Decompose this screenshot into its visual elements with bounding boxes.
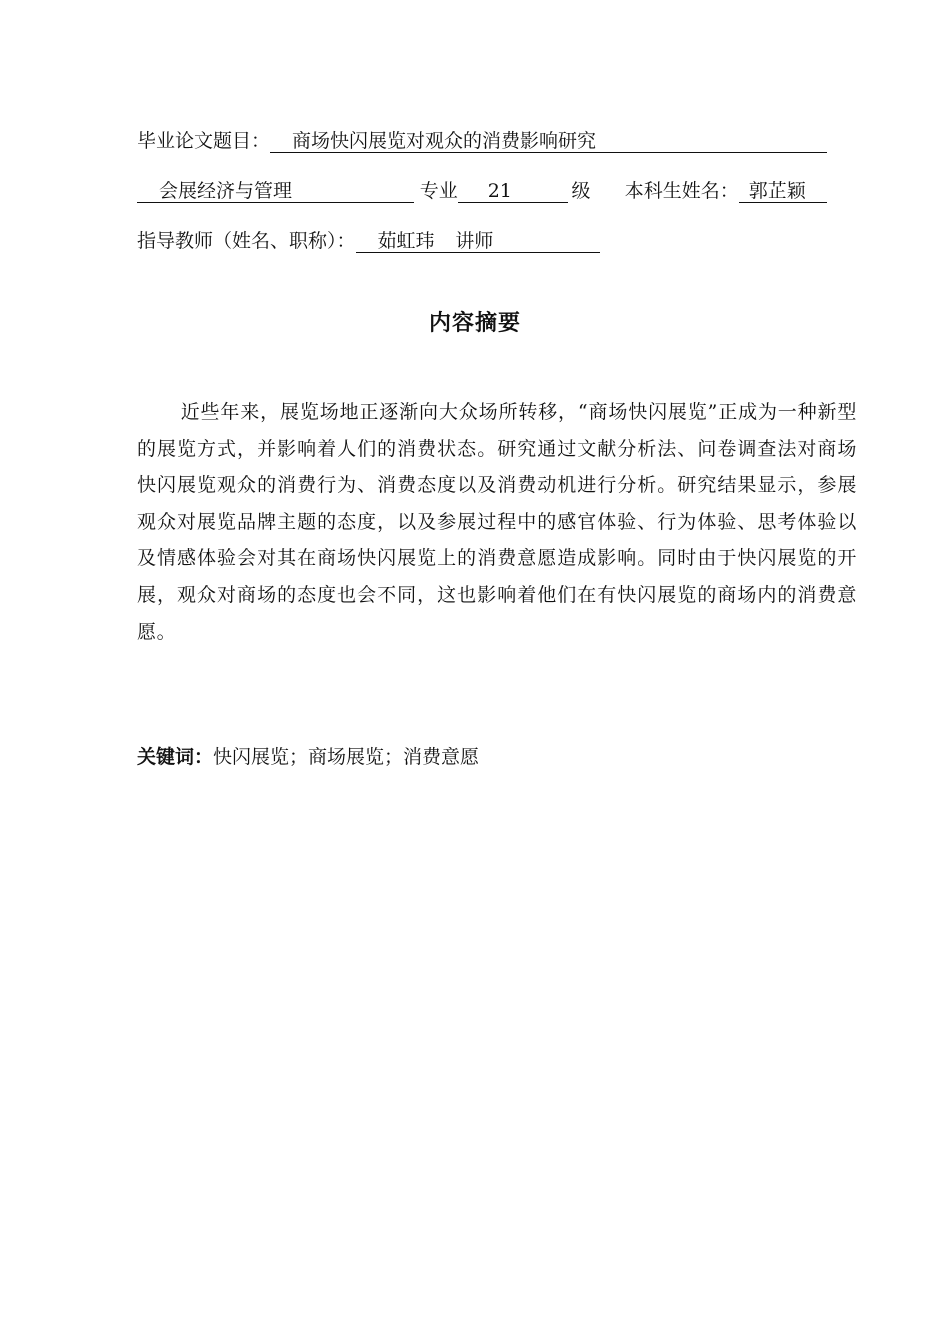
student-name-field [739,178,827,203]
advisor-title: 讲师 [455,230,494,252]
abstract-body: 近些年来，展览场地正逐渐向大众场所转移，“商场快闪展览”正成为一种新型的展览方式，并影响着人们的消费状态。研究通过文献分析法、问卷调查法对商场快闪展览观众的消费行为、消费态度以及消费动机进行分析。研究结果显示，参展观众对展览品牌主题的态度，以及参展过程中的感官体验、行为体验、思考体验以及情感体验会对其在商场快闪展览上的消费意愿造成影响。同时由于快闪展览的开展，观众对商场的态度也会不同，这也影响着他们在有快闪展览的商场内的消费意愿。 [137,401,857,643]
abstract-heading: 内容摘要 [428,311,521,336]
advisor-line [137,228,600,254]
thesis-title-field [270,128,827,153]
keywords-items: 快闪展览；商场展览；消费意愿 [213,746,480,768]
thesis-title-line [137,128,827,154]
grade: 21 [487,180,512,202]
student-name-label: 本科生姓名： [624,180,739,202]
student-name: 郭芷颖 [748,180,806,202]
advisor-label: 指导教师（姓名、职称）： [137,230,356,252]
student-info-line [137,178,827,204]
thesis-title-label: 毕业论文题目： [137,130,271,152]
thesis-title: 商场快闪展览对观众的消费影响研究 [292,130,597,152]
advisor-name: 茹虹玮 [377,230,435,252]
major: 会展经济与管理 [159,180,293,202]
specialty-label: 专业 [419,180,458,202]
grade-field [458,178,568,203]
advisor-field [356,228,600,253]
keywords-line [137,744,479,770]
major-field [137,178,414,203]
keywords-label: 关键词： [137,746,214,768]
grade-label: 级 [571,180,591,202]
